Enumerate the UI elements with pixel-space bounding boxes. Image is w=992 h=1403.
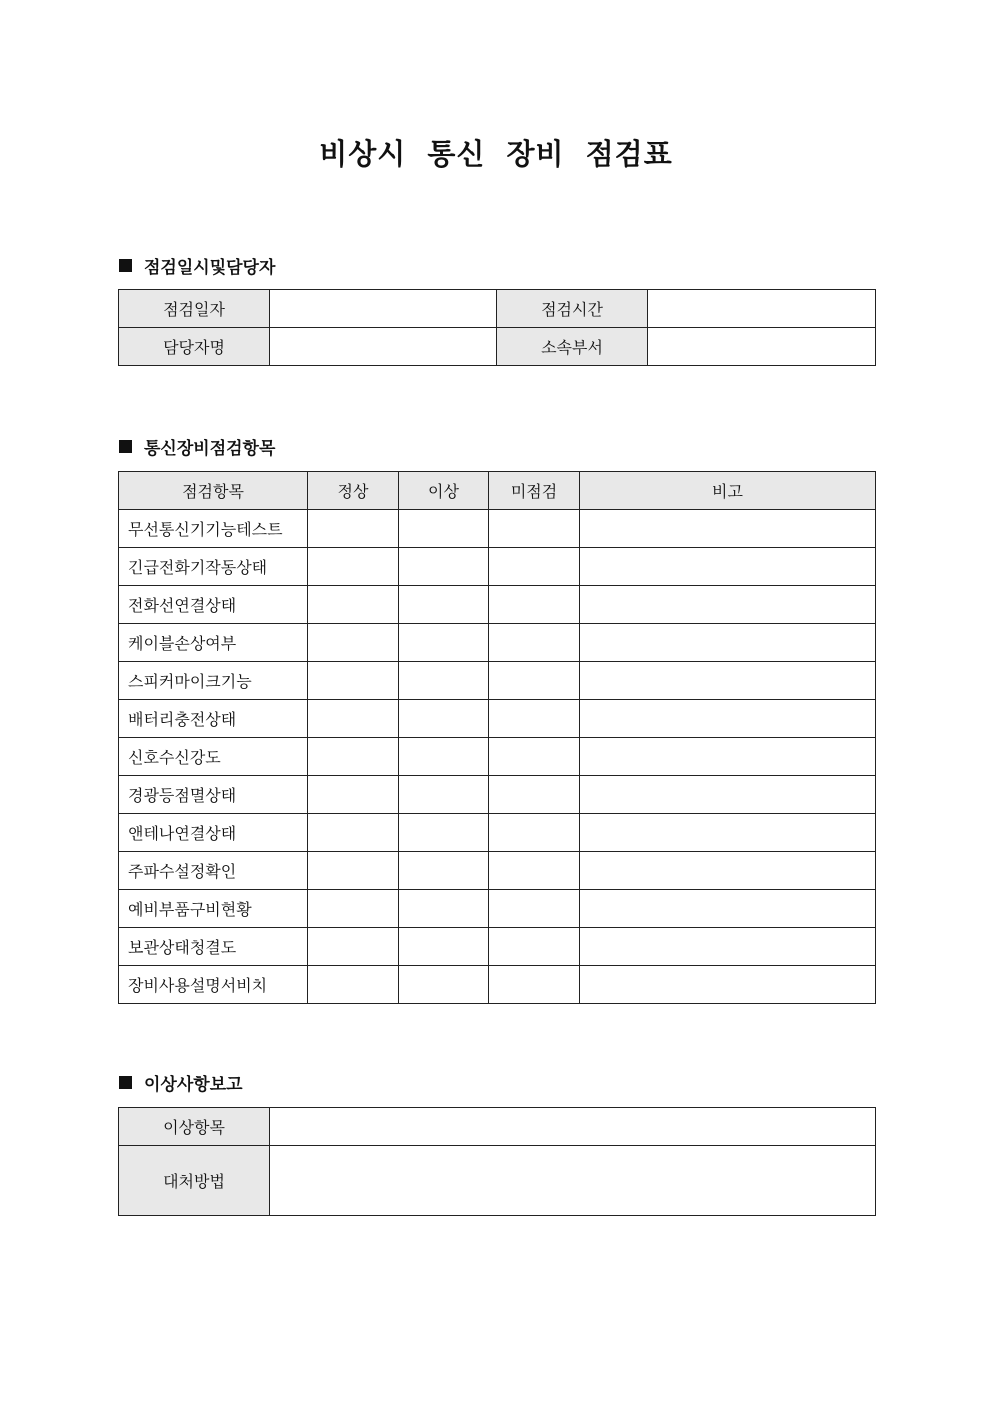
abnormal-cell[interactable] — [399, 738, 489, 776]
section-heading-inspection-info — [119, 253, 275, 277]
remarks-cell[interactable] — [580, 510, 876, 548]
table-header-row — [119, 472, 876, 510]
column-header-abnormal: 이상 — [399, 472, 489, 510]
checklist-body — [119, 510, 876, 1004]
abnormal-cell[interactable] — [399, 548, 489, 586]
abnormal-cell[interactable] — [399, 966, 489, 1004]
square-bullet-icon — [119, 259, 132, 272]
normal-cell[interactable] — [308, 738, 399, 776]
normal-cell[interactable] — [308, 814, 399, 852]
checklist-item-label: 배터리충전상태 — [119, 700, 308, 738]
section-heading-label: 점검일시및담당자 — [144, 257, 276, 278]
checklist-item-label: 주파수설정확인 — [119, 852, 308, 890]
checklist-item-label: 무선통신기기능테스트 — [119, 510, 308, 548]
abnormal-cell[interactable] — [399, 890, 489, 928]
table-row — [119, 1108, 876, 1146]
abnormal-cell[interactable] — [399, 928, 489, 966]
square-bullet-icon — [119, 440, 132, 453]
normal-cell[interactable] — [308, 852, 399, 890]
countermeasure-field[interactable] — [270, 1146, 876, 1216]
column-header-normal: 정상 — [308, 472, 399, 510]
countermeasure-label: 대처방법 — [119, 1146, 270, 1216]
unchecked-cell[interactable] — [489, 776, 580, 814]
table-row — [119, 928, 876, 966]
unchecked-cell[interactable] — [489, 586, 580, 624]
checklist-item-label: 스피커마이크기능 — [119, 662, 308, 700]
unchecked-cell[interactable] — [489, 890, 580, 928]
remarks-cell[interactable] — [580, 776, 876, 814]
abnormal-report-table — [118, 1107, 876, 1216]
normal-cell[interactable] — [308, 624, 399, 662]
unchecked-cell[interactable] — [489, 966, 580, 1004]
unchecked-cell[interactable] — [489, 624, 580, 662]
table-row — [119, 1146, 876, 1216]
normal-cell[interactable] — [308, 510, 399, 548]
checklist-item-label: 긴급전화기작동상태 — [119, 548, 308, 586]
table-row — [119, 624, 876, 662]
unchecked-cell[interactable] — [489, 814, 580, 852]
normal-cell[interactable] — [308, 700, 399, 738]
checklist-item-label: 앤테나연결상태 — [119, 814, 308, 852]
remarks-cell[interactable] — [580, 700, 876, 738]
table-row — [119, 290, 876, 328]
column-header-remarks: 비고 — [580, 472, 876, 510]
equipment-checklist-table — [118, 471, 876, 1004]
table-row — [119, 814, 876, 852]
manager-name-label: 담당자명 — [119, 328, 270, 366]
inspection-date-label: 점검일자 — [119, 290, 270, 328]
abnormal-cell[interactable] — [399, 776, 489, 814]
table-row — [119, 738, 876, 776]
checklist-item-label: 경광등점멸상태 — [119, 776, 308, 814]
checklist-item-label: 신호수신강도 — [119, 738, 308, 776]
checklist-item-label: 전화선연결상태 — [119, 586, 308, 624]
unchecked-cell[interactable] — [489, 852, 580, 890]
remarks-cell[interactable] — [580, 662, 876, 700]
abnormal-cell[interactable] — [399, 662, 489, 700]
abnormal-cell[interactable] — [399, 586, 489, 624]
manager-name-field[interactable] — [270, 328, 497, 366]
inspection-time-field[interactable] — [648, 290, 876, 328]
inspection-info-table — [118, 289, 876, 366]
table-row — [119, 586, 876, 624]
unchecked-cell[interactable] — [489, 510, 580, 548]
normal-cell[interactable] — [308, 548, 399, 586]
table-row — [119, 966, 876, 1004]
inspection-time-label: 점검시간 — [497, 290, 648, 328]
department-field[interactable] — [648, 328, 876, 366]
normal-cell[interactable] — [308, 776, 399, 814]
remarks-cell[interactable] — [580, 586, 876, 624]
column-header-unchecked: 미점검 — [489, 472, 580, 510]
unchecked-cell[interactable] — [489, 738, 580, 776]
abnormal-cell[interactable] — [399, 700, 489, 738]
normal-cell[interactable] — [308, 966, 399, 1004]
abnormal-cell[interactable] — [399, 510, 489, 548]
table-row — [119, 700, 876, 738]
unchecked-cell[interactable] — [489, 700, 580, 738]
table-row — [119, 548, 876, 586]
abnormal-cell[interactable] — [399, 814, 489, 852]
remarks-cell[interactable] — [580, 548, 876, 586]
inspection-date-field[interactable] — [270, 290, 497, 328]
abnormal-item-label: 이상항목 — [119, 1108, 270, 1146]
table-row — [119, 852, 876, 890]
remarks-cell[interactable] — [580, 852, 876, 890]
page-title: 비상시 통신 장비 점검표 — [319, 137, 673, 171]
section-heading-equipment-items — [119, 434, 275, 458]
normal-cell[interactable] — [308, 890, 399, 928]
checklist-item-label: 케이블손상여부 — [119, 624, 308, 662]
remarks-cell[interactable] — [580, 624, 876, 662]
section-heading-label: 이상사항보고 — [144, 1074, 243, 1095]
remarks-cell[interactable] — [580, 738, 876, 776]
section-heading-abnormal-report — [119, 1070, 243, 1094]
remarks-cell[interactable] — [580, 966, 876, 1004]
department-label: 소속부서 — [497, 328, 648, 366]
checklist-item-label: 예비부품구비현황 — [119, 890, 308, 928]
unchecked-cell[interactable] — [489, 662, 580, 700]
normal-cell[interactable] — [308, 662, 399, 700]
column-header-item: 점검항목 — [119, 472, 308, 510]
table-row — [119, 776, 876, 814]
square-bullet-icon — [119, 1076, 132, 1089]
abnormal-item-field[interactable] — [270, 1108, 876, 1146]
unchecked-cell[interactable] — [489, 928, 580, 966]
remarks-cell[interactable] — [580, 890, 876, 928]
checklist-item-label: 보관상태청결도 — [119, 928, 308, 966]
table-row — [119, 510, 876, 548]
unchecked-cell[interactable] — [489, 548, 580, 586]
table-row — [119, 328, 876, 366]
normal-cell[interactable] — [308, 928, 399, 966]
table-row — [119, 890, 876, 928]
abnormal-cell[interactable] — [399, 624, 489, 662]
table-row — [119, 662, 876, 700]
checklist-item-label: 장비사용설명서비치 — [119, 966, 308, 1004]
abnormal-cell[interactable] — [399, 852, 489, 890]
normal-cell[interactable] — [308, 586, 399, 624]
remarks-cell[interactable] — [580, 928, 876, 966]
remarks-cell[interactable] — [580, 814, 876, 852]
section-heading-label: 통신장비점검항목 — [144, 438, 276, 459]
